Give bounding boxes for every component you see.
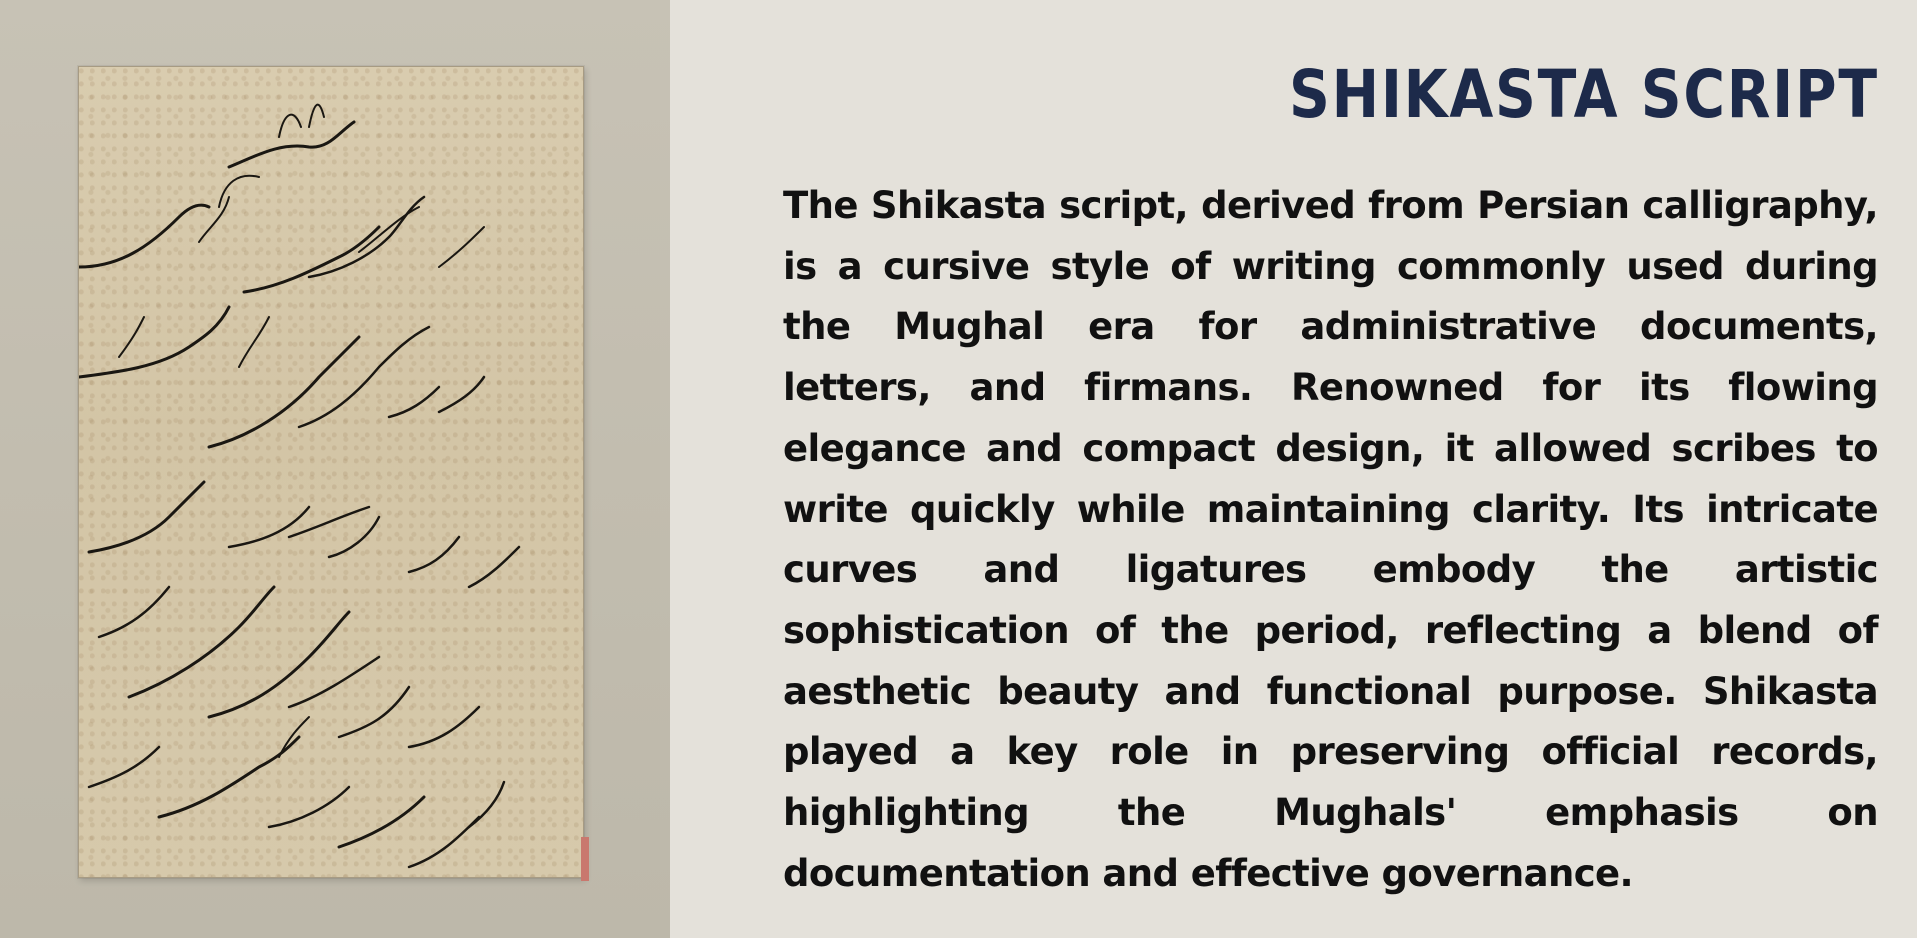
- manuscript-photo: [0, 0, 670, 938]
- page-title: SHIKASTA SCRIPT: [1289, 56, 1879, 133]
- calligraphy-strokes: [79, 67, 585, 879]
- text-panel: [670, 0, 1917, 938]
- description-paragraph: The Shikasta script, derived from Persian calligraphy, is a cursive style of writing commonly used during the Mughal era for administrative documents, letters, and firmans. Renowned for its flowing elegance and compact design, it allowed scribes to write quickly while maintaining clarity. Its intricate curves and ligatures embody the artistic sophistication of the period, reflecting a blend of aesthetic beauty and functional purpose. Shikasta played a key role in preserving official records, highlighting the Mughals' emphasis on documentation and effective governance.: [783, 184, 1878, 895]
- shikasta-manuscript-page: [78, 66, 584, 878]
